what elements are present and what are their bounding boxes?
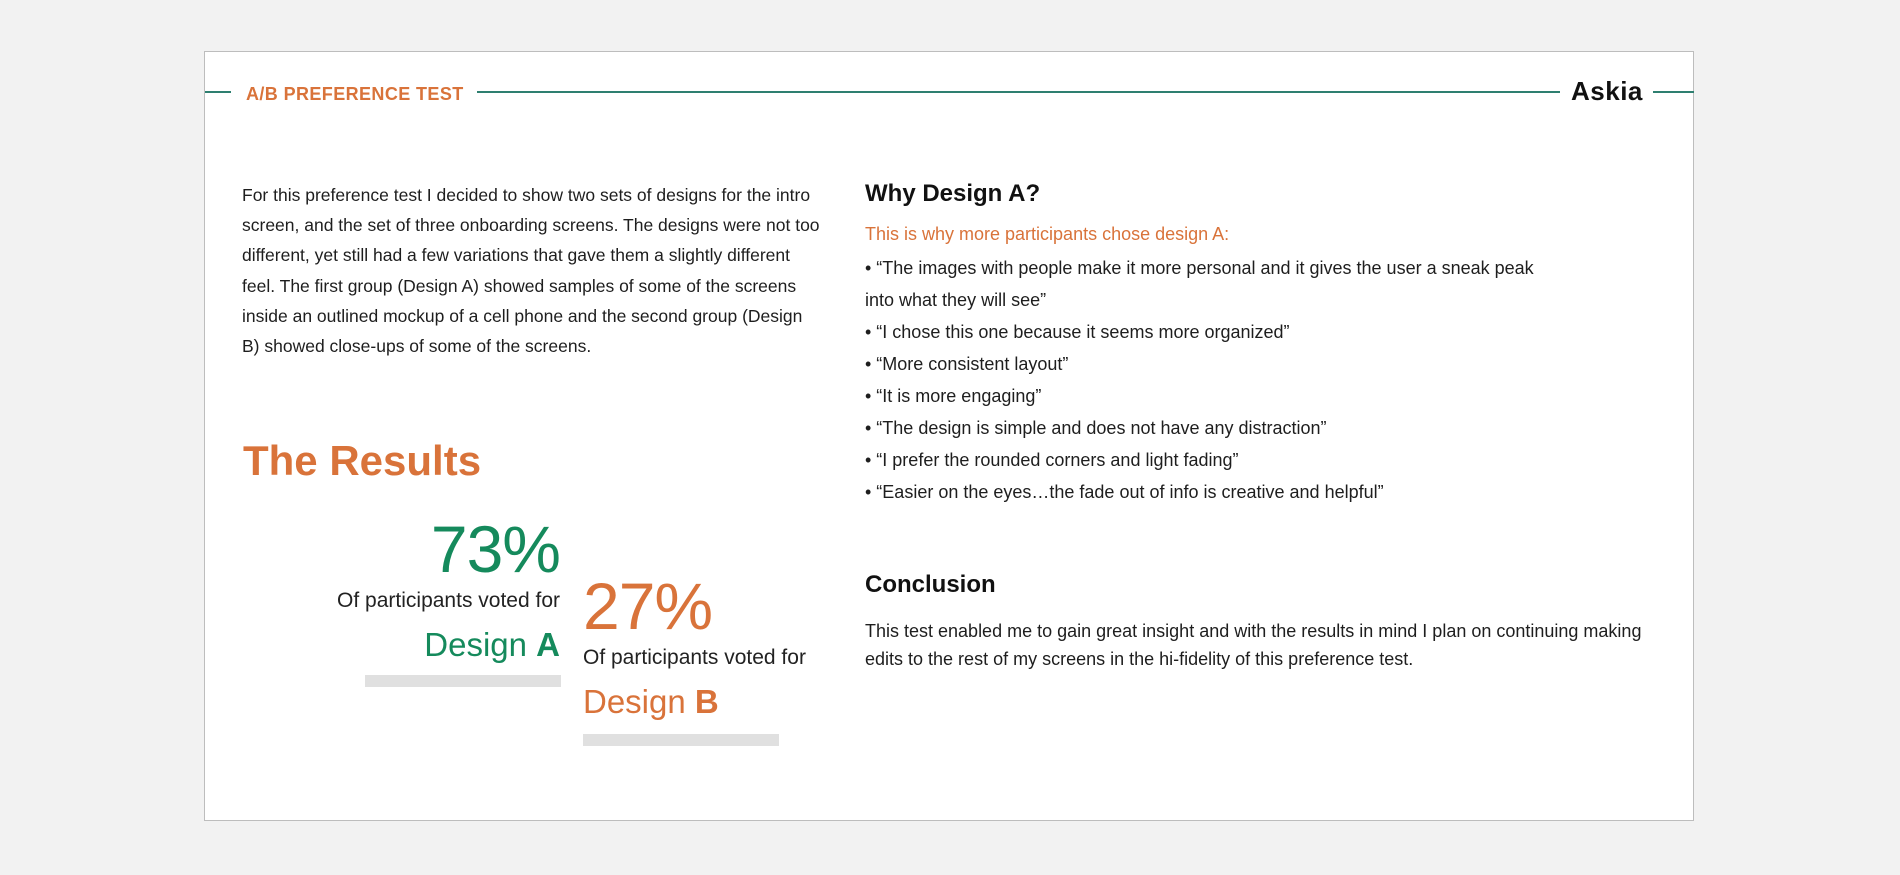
design-a-caption: Of participants voted for <box>337 589 560 612</box>
quote-item: • “The design is simple and does not have any distraction” <box>865 418 1327 438</box>
design-b-label <box>583 680 813 724</box>
design-b-bar <box>583 734 779 746</box>
design-b-stat <box>583 570 813 746</box>
why-subheading: This is why more participants chose design A: <box>865 224 1230 244</box>
design-a-label-letter: A <box>536 626 560 663</box>
brand-logo: Askia <box>1571 76 1643 106</box>
design-b-label-prefix: Design <box>583 683 695 720</box>
quote-item: • “More consistent layout” <box>865 354 1069 374</box>
intro-paragraph: For this preference test I decided to show two sets of designs for the intro screen, and the set of three onboarding screens. The designs were not too different, yet still had a few variations that gave them a slightly different feel. The first group (Design A) showed samples of some of the screens inside an outlined mockup of a cell phone and the second group (Design B) showed close-ups of some of the screens. <box>242 185 820 357</box>
quote-list <box>865 252 1565 508</box>
quote-item: • “I chose this one because it seems more organized” <box>865 322 1290 342</box>
header-rule-right <box>1653 91 1694 93</box>
section-title: A/B PREFERENCE TEST <box>246 84 464 104</box>
design-b-percent: 27% <box>583 569 713 643</box>
design-a-bar <box>365 675 561 687</box>
design-a-label-prefix: Design <box>424 626 537 663</box>
header-rule <box>477 91 1560 93</box>
why-heading: Why Design A? <box>865 180 1041 207</box>
quote-item: • “Easier on the eyes…the fade out of info is creative and helpful” <box>865 482 1384 502</box>
quote-item: • “I prefer the rounded corners and light fading” <box>865 450 1239 470</box>
conclusion-heading: Conclusion <box>865 571 996 598</box>
results-heading: The Results <box>243 437 482 484</box>
quote-item: • “The images with people make it more personal and it gives the user a sneak peak into what they will see” <box>865 258 1534 310</box>
quote-item: • “It is more engaging” <box>865 386 1042 406</box>
design-a-stat <box>330 513 560 687</box>
design-b-label-letter: B <box>694 683 719 720</box>
header-rule-left <box>205 91 231 93</box>
design-a-label <box>330 623 560 667</box>
design-a-percent: 73% <box>430 512 560 586</box>
slide-card <box>204 51 1694 821</box>
design-b-caption: Of participants voted for <box>583 646 806 669</box>
conclusion-paragraph: This test enabled me to gain great insight and with the results in mind I plan on continuing making edits to the rest of my screens in the hi-fidelity of this preference test. <box>865 621 1642 669</box>
